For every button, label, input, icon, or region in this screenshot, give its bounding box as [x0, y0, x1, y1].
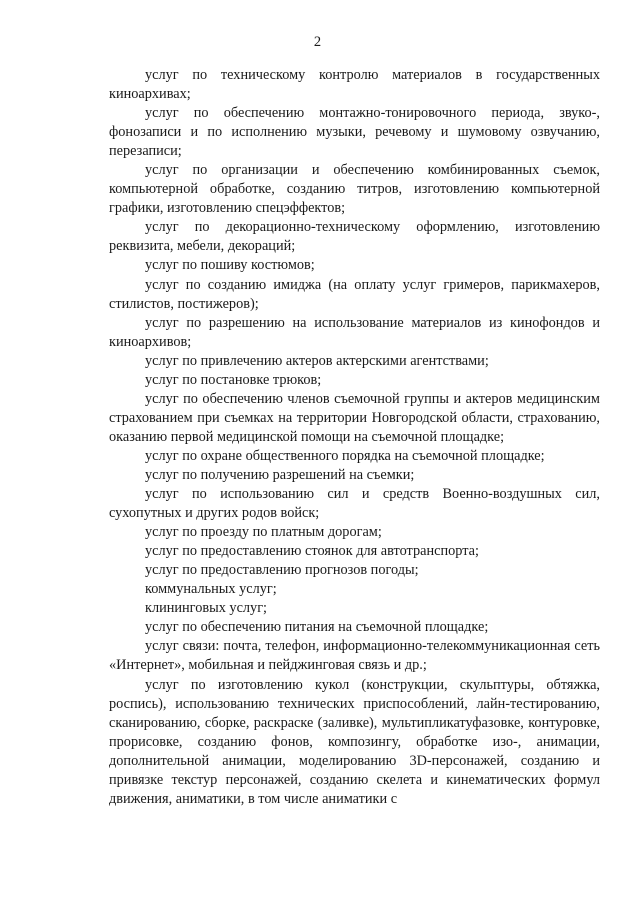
paragraph: услуг по изготовлению кукол (конструкции, скульптуры, обтяжка, роспись), использованию технических приспособлений, лайн-тестированию, сканированию, сборке, раскраске (заливке), мультипликатуфазовке, контуровке, прорисовке, созданию фонов, композингу, обработке изо-, анимации, дополнительной анимации, моделированию 3D-персонажей, созданию и привязке текстур персонажей, созданию скелета и кинематических формул движения, аниматики, в том числе аниматики с: [109, 676, 600, 807]
page-number: 2: [313, 34, 322, 50]
paragraph: услуг по проезду по платным дорогам;: [145, 524, 382, 541]
paragraph: услуг по организации и обеспечению комбинированных съемок, компьютерной обработке, созданию титров, изготовлению компьютерной графики, изготовлению спецэффектов;: [109, 162, 600, 217]
paragraph: услуг по предоставлению прогнозов погоды;: [145, 562, 419, 579]
paragraph: услуг по обеспечению питания на съемочной площадке;: [145, 619, 489, 636]
paragraph: услуг по разрешению на использование материалов из кинофондов и киноархивов;: [109, 314, 600, 350]
paragraph: услуг по пошиву костюмов;: [145, 257, 315, 274]
paragraph: услуг связи: почта, телефон, информационно-телекоммуникационная сеть «Интернет», мобильная и пейджинговая связь и др.;: [109, 638, 600, 674]
paragraph: услуг по предоставлению стоянок для автотранспорта;: [145, 543, 479, 560]
document-body: [109, 66, 600, 809]
paragraph: услуг по обеспечению монтажно-тонировочного периода, звуко-, фонозаписи и по исполнению музыки, речевому и шумовому озвучанию, перезаписи;: [109, 105, 600, 160]
paragraph: коммунальных услуг;: [145, 581, 277, 598]
paragraph: услуг по использованию сил и средств Военно-воздушных сил, сухопутных и других родов войск;: [109, 486, 600, 522]
paragraph: услуг по привлечению актеров актерскими агентствами;: [145, 352, 489, 369]
paragraph: услуг по техническому контролю материалов в государственных киноархивах;: [109, 67, 600, 103]
paragraph: услуг по обеспечению членов съемочной группы и актеров медицинским страхованием при съемках на территории Новгородской области, страхованию, оказанию первой медицинской помощи на съемочной площадке;: [109, 390, 600, 445]
paragraph: клининговых услуг;: [145, 600, 268, 617]
paragraph: услуг по созданию имиджа (на оплату услуг гримеров, парикмахеров, стилистов, постижеров);: [109, 276, 600, 312]
paragraph: услуг по охране общественного порядка на съемочной площадке;: [145, 447, 545, 464]
paragraph: услуг по декорационно-техническому оформлению, изготовлению реквизита, мебели, декораций;: [109, 219, 600, 255]
paragraph: услуг по получению разрешений на съемки;: [145, 466, 415, 483]
paragraph: услуг по постановке трюков;: [145, 371, 322, 388]
